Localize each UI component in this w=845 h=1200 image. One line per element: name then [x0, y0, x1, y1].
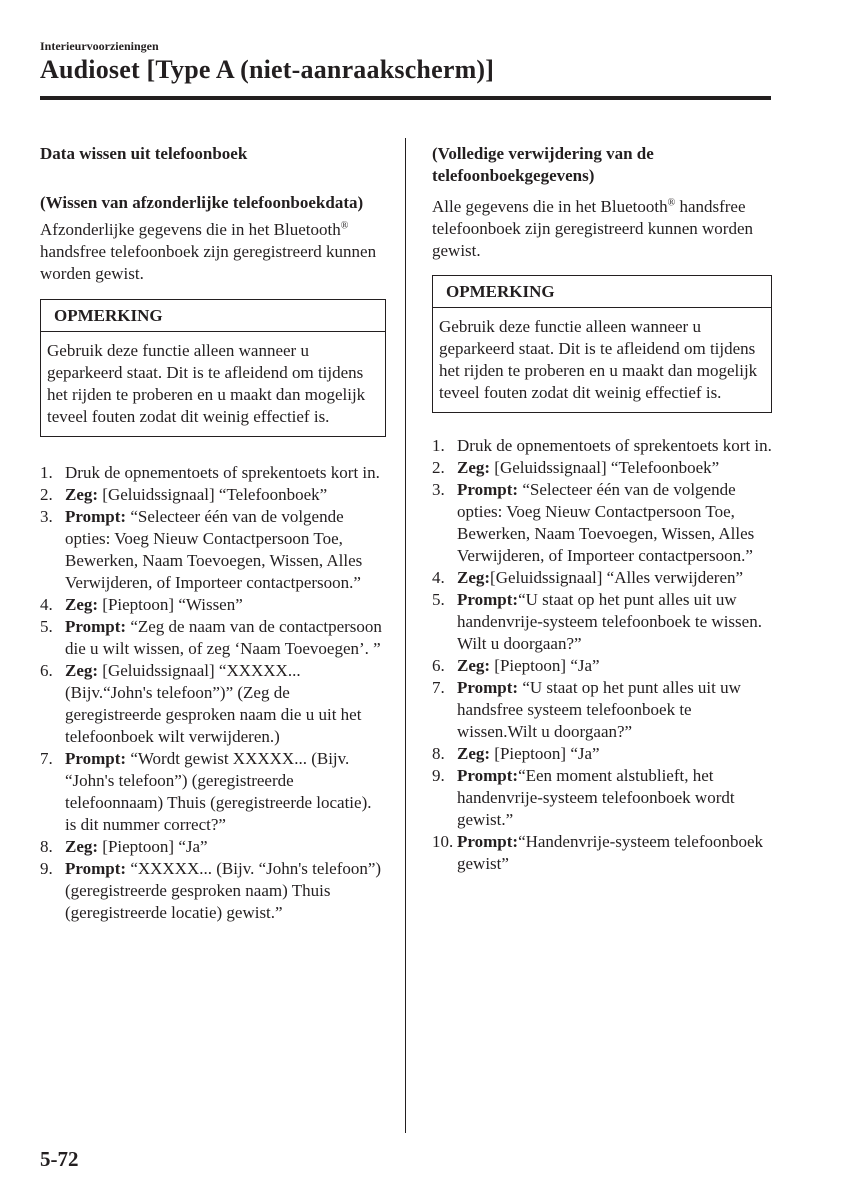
- left-column: [40, 143, 386, 924]
- list-item: 1. Druk de opnementoets of sprekentoets kort in.: [432, 436, 772, 455]
- list-item: 4. Zeg: [Pieptoon] “Wissen”: [40, 595, 243, 614]
- list-item: 5. Prompt: “Zeg de naam van de contactpersoon die u wilt wissen, of zeg ‘Naam Toevoegen’. ”: [40, 617, 382, 658]
- left-intro: Afzonderlijke gegevens die in het Bluetooth® handsfree telefoonboek zijn geregistreerd kunnen worden gewist.: [40, 220, 377, 283]
- section-label: Interieurvoorzieningen: [40, 39, 159, 53]
- list-item: 5. Prompt:“U staat op het punt alles uit uw handenvrije-systeem telefoonboek te wissen. Wilt u doorgaan?”: [432, 590, 762, 653]
- list-item: 4. Zeg:[Geluidssignaal] “Alles verwijderen”: [432, 568, 744, 587]
- left-subheading: (Wissen van afzonderlijke telefoonboekdata): [40, 193, 364, 212]
- list-item: 3. Prompt: “Selecteer één van de volgende opties: Voeg Nieuw Contactpersoon Toe, Bewerken, Naam Toevoegen, Wissen, Alles Verwijderen, of Importeer contactpersoon.”: [432, 480, 755, 565]
- title-rule: [40, 96, 771, 100]
- list-item: 8. Zeg: [Pieptoon] “Ja”: [432, 744, 600, 763]
- page-title: Audioset [Type A (niet-aanraakscherm)]: [40, 55, 495, 84]
- list-item: 3. Prompt: “Selecteer één van de volgende opties: Voeg Nieuw Contactpersoon Toe, Bewerken, Naam Toevoegen, Wissen, Alles Verwijderen, of Importeer contactpersoon.”: [40, 507, 363, 592]
- list-item: 6. Zeg: [Pieptoon] “Ja”: [432, 656, 600, 675]
- list-item: 9. Prompt: “XXXXX... (Bijv. “John's telefoon”) (geregistreerde gesproken naam) Thuis (geregistreerde locatie) gewist.”: [40, 859, 382, 922]
- right-column: [432, 143, 772, 875]
- list-item: 8. Zeg: [Pieptoon] “Ja”: [40, 837, 208, 856]
- right-steps-list: [432, 435, 772, 875]
- list-item: 2. Zeg: [Geluidssignaal] “Telefoonboek”: [432, 458, 720, 477]
- list-item: 7. Prompt: “Wordt gewist XXXXX... (Bijv. “John's telefoon”) (geregistreerde telefoonnaam) Thuis (geregistreerde locatie). is dit nummer correct?”: [40, 749, 372, 834]
- page-number: 5-72: [40, 1147, 79, 1171]
- right-note-title: OPMERKING: [433, 276, 771, 308]
- right-intro: Alle gegevens die in het Bluetooth® handsfree telefoonboek zijn geregistreerd kunnen worden gewist.: [432, 197, 753, 260]
- right-heading: (Volledige verwijdering van de telefoonboekgegevens): [432, 144, 654, 185]
- left-steps-list: [40, 462, 386, 924]
- left-note-body: Gebruik deze functie alleen wanneer u geparkeerd staat. Dit is te afleidend om tijdens het rijden te proberen en u maakt dan mogelijk teveel fouten zodat dit weinig effectief is.: [47, 341, 366, 426]
- right-note-body: Gebruik deze functie alleen wanneer u geparkeerd staat. Dit is te afleidend om tijdens het rijden te proberen en u maakt dan mogelijk teveel fouten zodat dit weinig effectief is.: [439, 317, 758, 402]
- right-note-box: [432, 275, 772, 413]
- left-note-box: [40, 299, 386, 437]
- column-divider: [405, 138, 406, 1133]
- list-item: 1. Druk de opnementoets of sprekentoets kort in.: [40, 463, 380, 482]
- list-item: 9. Prompt:“Een moment alstublieft, het handenvrije-systeem telefoonboek wordt gewist.”: [432, 766, 735, 829]
- left-heading: Data wissen uit telefoonboek: [40, 144, 248, 163]
- list-item: 7. Prompt: “U staat op het punt alles uit uw handsfree systeem telefoonboek te wissen.Wilt u doorgaan?”: [432, 678, 741, 741]
- list-item: 6. Zeg: [Geluidssignaal] “XXXXX... (Bijv.“John's telefoon”)” (Zeg de geregistreerde gesproken naam die u uit het telefoonboek wilt verwijderen.): [40, 661, 362, 746]
- left-note-title: OPMERKING: [41, 300, 385, 332]
- list-item: 10. Prompt:“Handenvrije-systeem telefoonboek gewist”: [432, 832, 764, 873]
- list-item: 2. Zeg: [Geluidssignaal] “Telefoonboek”: [40, 485, 328, 504]
